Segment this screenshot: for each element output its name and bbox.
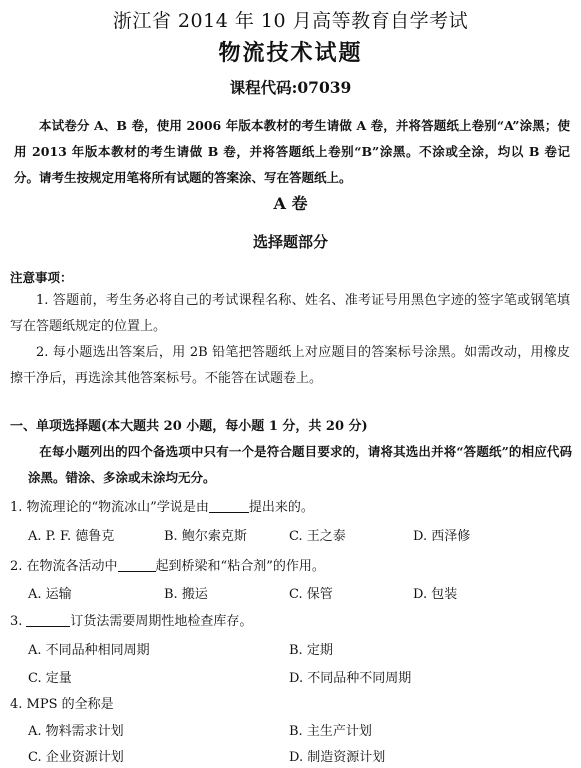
intro-paragraph: 本试卷分 A、B 卷，使用 2006 年版本教材的考生请做 A 卷，并将答题纸上卷别“A”涂黑；使用 2013 年版本教材的考生请做 B 卷，并将答题纸上卷别“B”涂黑。不涂或全涂，均以 B 卷记分。请考生按规定用笔将所有试题的答案涂、写在答题纸上。	[14, 118, 570, 185]
option-b: B. 鲍尔索克斯	[164, 529, 247, 544]
subject-title: 物流技术试题	[218, 40, 363, 66]
question-text: 提出来的。	[248, 500, 314, 515]
option-c: C. 保管	[289, 587, 333, 602]
option-c: C. 王之泰	[289, 529, 346, 544]
option-b: B. 主生产计划	[289, 724, 372, 739]
option-d: D. 不同品种不同周期	[289, 671, 412, 686]
note-item: 1. 答题前，考生务必将自己的考试课程名称、姓名、准考证号用黑色字迹的签字笔或钢笔填写在答题纸规定的位置上。	[10, 293, 570, 334]
option-c: C. 定量	[28, 671, 72, 686]
question-text: 3.	[10, 614, 23, 629]
answer-blank	[26, 612, 70, 627]
question-text: 4. MPS 的全称是	[10, 697, 114, 712]
notes-heading: 注意事项：	[10, 270, 73, 285]
section-instruction: 在每小题列出的四个备选项中只有一个是符合题目要求的，请将其选出并将“答题纸”的相应代码涂黑。错涂、多涂或未涂均无分。	[28, 444, 572, 485]
question-3	[10, 610, 252, 629]
option-a: A. 运输	[28, 587, 72, 602]
option-d: D. 制造资源计划	[289, 750, 386, 765]
course-code: 课程代码:07039	[229, 78, 352, 97]
option-a: A. 物料需求计划	[28, 724, 124, 739]
question-text: 订货法需要周期性地检查库存。	[70, 614, 253, 629]
option-a: A. P. F. 德鲁克	[28, 529, 115, 544]
question-text: 1. 物流理论的“物流冰山”学说是由	[10, 500, 209, 515]
option-d: D. 西泽修	[413, 529, 471, 544]
option-b: B. 搬运	[164, 587, 208, 602]
option-d: D. 包装	[413, 587, 458, 602]
section-title: 一、单项选择题(本大题共 20 小题，每小题 1 分，共 20 分)	[10, 419, 368, 434]
question-text: 2. 在物流各活动中	[10, 559, 118, 574]
answer-blank	[209, 498, 249, 513]
part-heading: 选择题部分	[252, 233, 328, 251]
question-2	[10, 555, 325, 574]
note-item: 2. 每小题选出答案后，用 2B 铅笔把答题纸上对应题目的答案标号涂黑。如需改动，用橡皮擦干净后，再选涂其他答案标号。不能答在试题卷上。	[10, 345, 570, 386]
option-c: C. 企业资源计划	[28, 750, 124, 765]
question-text: 起到桥梁和“粘合剂”的作用。	[155, 559, 325, 574]
question-4	[10, 693, 114, 712]
volume-heading: A 卷	[273, 194, 308, 213]
option-b: B. 定期	[289, 643, 333, 658]
exam-title: 浙江省 2014 年 10 月高等教育自学考试	[112, 10, 469, 32]
question-1	[10, 496, 314, 515]
option-a: A. 不同品种相同周期	[28, 643, 150, 658]
answer-blank	[118, 557, 156, 572]
